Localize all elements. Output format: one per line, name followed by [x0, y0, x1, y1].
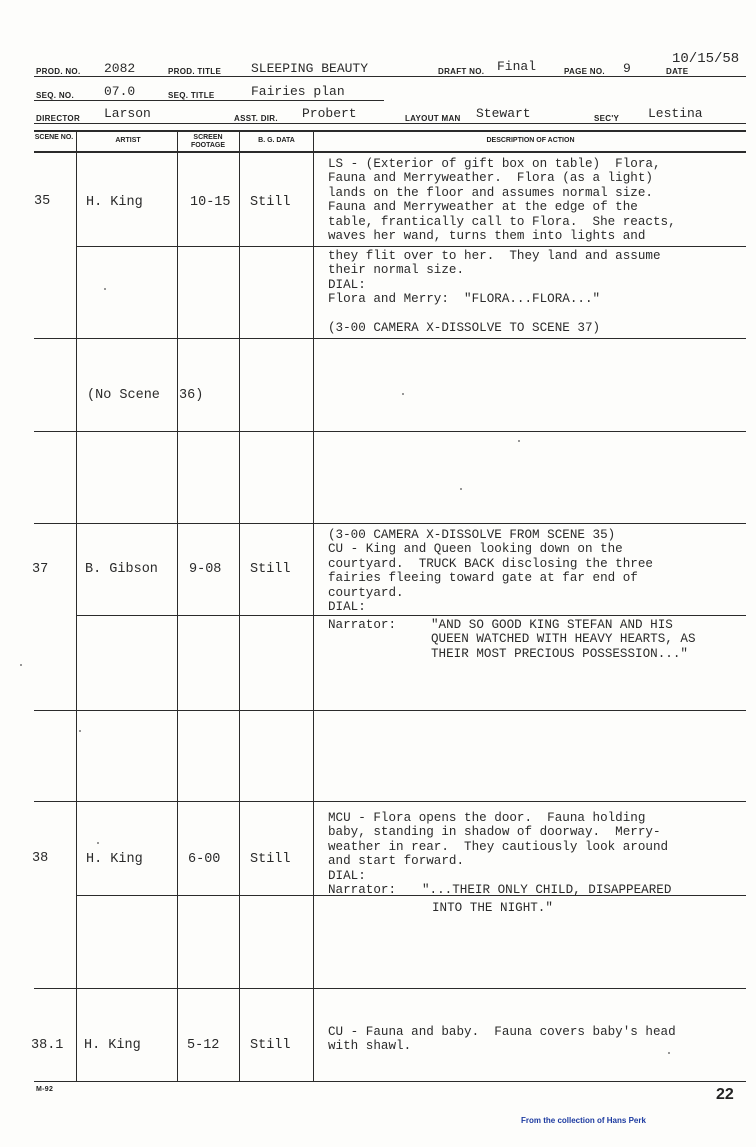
- bg-data: Still: [250, 1038, 291, 1053]
- col-line-2: [177, 130, 178, 1082]
- col-bg-data: B. G. DATA: [258, 137, 295, 144]
- secy: Lestina: [648, 106, 703, 121]
- scene-number: 38.1: [31, 1038, 64, 1053]
- col-line-3: [239, 130, 240, 1082]
- action-description: MCU - Flora opens the door. Fauna holding baby, standing in shadow of doorway. Merry- weather in rear. They cautiously look around and start forward. DIAL:: [328, 811, 669, 883]
- layout-man-label: LAYOUT MAN: [405, 114, 461, 123]
- prod-title: SLEEPING BEAUTY: [251, 61, 369, 76]
- paper-speck: [104, 288, 106, 290]
- action-description: LS - (Exterior of gift box on table) Flora, Fauna and Merryweather. Flora (as a light) lands on the floor and assumes normal size. Fauna and Merryweather at the edge of the table, frantically call to Flora. She reacts, waves her wand, turns them into lights and: [328, 157, 676, 244]
- scene-number: 38: [32, 851, 49, 866]
- artist-name: H. King: [84, 1038, 141, 1053]
- dialog-line-continued: INTO THE NIGHT.": [432, 901, 553, 915]
- bg-data: Still: [250, 195, 291, 210]
- artist-name: H. King: [86, 195, 143, 210]
- date: 10/15/58: [672, 51, 740, 67]
- director: Larson: [104, 106, 151, 121]
- no-scene-note: (No Scene: [87, 388, 160, 403]
- row-line-7: [34, 801, 746, 802]
- paper-speck: [20, 664, 22, 666]
- row-line-6: [34, 710, 746, 711]
- paper-speck: [518, 440, 520, 442]
- screen-footage: 5-12: [187, 1038, 220, 1053]
- scene-number: 36): [179, 388, 204, 403]
- secy-label: SEC'Y: [594, 114, 620, 123]
- row-line-3: [34, 431, 746, 432]
- draft-no: Final: [497, 59, 537, 74]
- screen-footage: 6-00: [188, 852, 221, 867]
- col-description: DESCRIPTION OF ACTION: [486, 137, 575, 144]
- asst-dir: Probert: [302, 106, 357, 121]
- paper-speck: [79, 730, 81, 732]
- dialog-line: "...THEIR ONLY CHILD, DISAPPEARED: [422, 883, 672, 897]
- draft-no-label: DRAFT NO.: [438, 67, 485, 76]
- paper-speck: [668, 1052, 670, 1054]
- header-rule-2: [34, 100, 384, 101]
- page-no-label: PAGE NO.: [564, 67, 605, 76]
- prod-no: 2082: [104, 61, 136, 76]
- table-top-border: [34, 130, 746, 132]
- screen-footage: 9-08: [189, 562, 222, 577]
- collection-credit: From the collection of Hans Perk: [521, 1116, 646, 1125]
- col-line-4: [313, 130, 314, 1082]
- asst-dir-label: ASST. DIR.: [234, 114, 278, 123]
- seq-title: Fairies plan: [251, 84, 345, 99]
- row-line-5: [76, 615, 746, 616]
- dialog-speaker: Narrator:: [328, 883, 397, 897]
- action-description: (3-00 CAMERA X-DISSOLVE FROM SCENE 35) CU - King and Queen looking down on the courtyard. TRUCK BACK disclosing the three fairies fleeing toward gate at far end of courtyard. DIAL:: [328, 528, 653, 615]
- action-description-continued: they flit over to her. They land and assume their normal size. DIAL: Flora and Merry: "FLORA...FLORA..." (3-00 CAMERA X-DISSOLVE TO SCENE 37): [328, 249, 661, 336]
- paper-speck: [97, 842, 99, 844]
- action-description: CU - Fauna and baby. Fauna covers baby's head with shawl.: [328, 1025, 676, 1054]
- prod-no-label: PROD. NO.: [36, 67, 81, 76]
- form-number: M-92: [36, 1086, 54, 1093]
- date-label: DATE: [666, 67, 689, 76]
- seq-title-label: SEQ. TITLE: [168, 91, 215, 100]
- artist-name: H. King: [86, 852, 143, 867]
- dialog-speaker: Narrator:: [328, 618, 397, 632]
- table-header-border: [34, 151, 746, 153]
- screen-footage: 10-15: [190, 195, 231, 210]
- header-rule-1: [34, 76, 746, 77]
- artist-name: B. Gibson: [85, 562, 158, 577]
- row-line-9: [34, 988, 746, 989]
- bg-data: Still: [250, 852, 291, 867]
- row-line-2: [34, 338, 746, 339]
- col-line-1: [76, 130, 77, 1082]
- col-scene-no: SCENE NO.: [34, 134, 74, 141]
- table-bottom-border: [34, 1081, 746, 1082]
- row-line-4: [34, 523, 746, 524]
- paper-speck: [402, 393, 404, 395]
- seq-no: 07.0: [104, 84, 136, 99]
- dialog-line: "AND SO GOOD KING STEFAN AND HIS QUEEN WATCHED WITH HEAVY HEARTS, AS THEIR MOST PRECIOUS POSSESSION...": [431, 618, 696, 661]
- paper-speck: [460, 488, 462, 490]
- bg-data: Still: [250, 562, 291, 577]
- row-line-1: [76, 246, 746, 247]
- seq-no-label: SEQ. NO.: [36, 91, 74, 100]
- layout-man: Stewart: [476, 106, 531, 121]
- prod-title-label: PROD. TITLE: [168, 67, 222, 76]
- header-rule-3: [34, 123, 746, 124]
- director-label: DIRECTOR: [36, 114, 81, 123]
- page-no: 9: [623, 61, 631, 76]
- page-total: 22: [716, 1086, 734, 1103]
- scene-number: 37: [32, 562, 49, 577]
- col-artist: ARTIST: [115, 137, 141, 144]
- col-footage: SCREEN FOOTAGE: [190, 134, 226, 149]
- scene-number: 35: [34, 194, 51, 209]
